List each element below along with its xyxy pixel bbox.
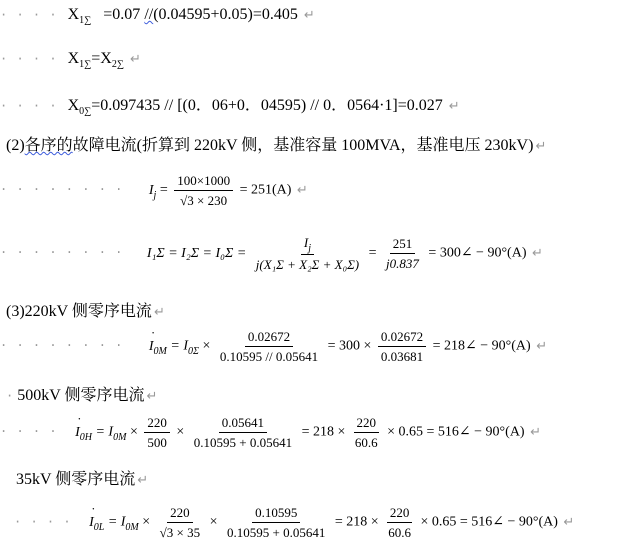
equation-result: = 251(A) (239, 182, 292, 198)
current-subscript: 0L (93, 521, 105, 533)
equation-220kv-zero-seq (0, 328, 547, 365)
x1-symbol: X (67, 50, 80, 67)
current-subscript: 0M (153, 345, 167, 357)
paragraph-mark-icon: ↵ (448, 99, 460, 114)
fraction-numerator: 100×1000 (174, 172, 233, 191)
x2-subscript: 2∑ (111, 59, 124, 70)
term-subscript: 0M (125, 521, 139, 533)
equation-result: = 218∠ − 90°(A) (432, 338, 531, 354)
fraction (217, 328, 321, 365)
paragraph-mark-icon: ↵ (303, 8, 315, 23)
term-subscript: 0M (113, 431, 127, 443)
sqrt-term: √3 (180, 193, 194, 208)
paragraph-mark-icon: ↵ (530, 424, 541, 440)
paragraph-mark-icon: ↵ (130, 52, 141, 67)
paragraph-mark-icon: ↵ (146, 389, 158, 404)
fraction-denominator: 60.6 (354, 435, 378, 450)
fraction-denominator: 60.6 (388, 525, 411, 540)
heading-wavy-text: 各序的 (24, 137, 73, 154)
fraction-denominator: j0.837 (386, 256, 419, 271)
indent-dots: · · · · (0, 52, 58, 66)
times-sign: × (129, 424, 138, 440)
paragraph-mark-icon: ↵ (563, 514, 575, 530)
equation-term: = I (170, 338, 188, 354)
x1-tail: (0.04595+0.05)=0.405 (153, 6, 298, 23)
equation-base-current: · · · · · · · · $I_j$ = $\frac{100\times 1000}{√3 \times 230}$ = 251(A) ↵ (0, 173, 308, 208)
fraction-denominator: 0.10595 // 0.05641 (219, 349, 319, 364)
fraction (383, 235, 422, 272)
parallel-operator: // (144, 6, 154, 23)
heading-text: 500kV 侧零序电流 (17, 387, 145, 404)
times-sign: × (202, 338, 211, 354)
equation-mid: = 300 × (327, 338, 372, 354)
paragraph-mark-icon: ↵ (153, 305, 165, 320)
fraction (253, 234, 362, 273)
x1-subscript: 1∑ (79, 59, 92, 70)
heading-text: (3)220kV 侧零序电流 (6, 303, 152, 320)
indent-dots: · · · · (0, 99, 58, 113)
equation-35kv-zero-seq (0, 504, 574, 541)
fraction-denominator: j(X₁Σ + X₂Σ + X₀Σ) (255, 257, 360, 272)
current-subscript: j (153, 189, 157, 201)
equation-lhs: I₁Σ = I₂Σ = I₀Σ = (146, 245, 247, 261)
indent-dot: · (6, 389, 15, 403)
fraction-denominator: 0.03681 (380, 349, 424, 364)
fraction-numerator: 251 (390, 235, 416, 254)
equation-term: = I (107, 514, 126, 530)
fraction-denominator (177, 191, 230, 209)
fraction (191, 414, 295, 451)
x1-value: =0.07 (103, 6, 141, 23)
x0-formula: =0.097435 // [(0．06+0．04595) // 0．0564·1]=0.027 (91, 97, 443, 114)
x0-subscript: 0∑ (79, 106, 92, 117)
fraction-numerator: 0.02672 (378, 328, 426, 347)
fraction-denominator: 500 (147, 435, 167, 450)
current-symbol: I (148, 182, 154, 198)
paragraph-mark-icon: ↵ (536, 338, 548, 354)
fraction-numerator: 0.05641 (219, 414, 267, 433)
fraction-denominator: 0.10595 + 0.05641 (227, 525, 326, 540)
formula-line-x0 (0, 92, 460, 115)
indent-dots: · · · · (0, 8, 58, 22)
fraction (224, 504, 328, 541)
fraction-numerator: 0.02672 (245, 328, 293, 347)
times-sign: × (176, 424, 185, 440)
paragraph-mark-icon: ↵ (535, 139, 547, 154)
equation-500kv-zero-seq (0, 414, 541, 451)
indent-dots: · · · · (14, 514, 72, 529)
current-symbol: ˙ I (89, 515, 94, 530)
equation-term: = I (95, 424, 114, 440)
fraction (157, 504, 203, 541)
term-subscript: 0Σ (188, 345, 199, 357)
equation-result: = 300∠ − 90°(A) (428, 245, 527, 261)
equation-sequence-currents (0, 234, 543, 273)
heading-text: 故障电流(折算到 220kV 侧，基准容量 100MVA，基准电压 230kV) (72, 137, 534, 154)
times-sign: × (209, 514, 218, 530)
section-heading-35kv (16, 466, 148, 489)
fraction (352, 414, 381, 451)
x0-symbol: X (67, 97, 80, 114)
denominator-rest: × 230 (197, 193, 228, 208)
fraction-denominator: √3 × 35 (159, 525, 201, 540)
formula-line-x1-x2 (0, 50, 141, 68)
equation-mid: = 218 × (301, 424, 346, 440)
equation-result: × 0.65 = 516∠ − 90°(A) (387, 424, 525, 440)
fraction (378, 328, 426, 365)
indent-dots: · · · · · · · · (0, 338, 124, 353)
x1-symbol: X (67, 6, 80, 23)
current-subscript: 0H (79, 431, 92, 443)
section-heading-220kv (6, 298, 165, 321)
equation-result: × 0.65 = 516∠ − 90°(A) (420, 514, 558, 530)
fraction-numerator: 220 (144, 414, 170, 433)
times-sign: × (142, 514, 151, 530)
formula-line-x1 (0, 6, 315, 24)
paragraph-mark-icon: ↵ (137, 473, 149, 488)
fraction-numerator: 220 (354, 414, 380, 433)
section-heading-fault-current (6, 132, 546, 155)
paragraph-mark-icon: ↵ (531, 245, 543, 261)
fraction-numerator: 0.10595 (252, 504, 300, 523)
fraction (144, 414, 170, 451)
heading-text: 35kV 侧零序电流 (16, 471, 136, 488)
indent-dots: · · · · · · · · (0, 182, 124, 197)
current-symbol: ˙ I (149, 339, 154, 354)
indent-dots: · · · · · · · · (0, 245, 124, 260)
fraction (174, 172, 233, 209)
equals-sign: = (368, 245, 377, 261)
heading-number: (2) (6, 137, 25, 154)
x2-symbol: =X (91, 50, 112, 67)
paragraph-mark-icon: ↵ (296, 182, 308, 198)
fraction-denominator: 0.10595 + 0.05641 (193, 435, 293, 450)
indent-dots: · · · · (0, 424, 58, 439)
fraction-numerator: 220 (167, 504, 193, 523)
x1-subscript: 1∑ (79, 15, 92, 26)
fraction (385, 504, 414, 541)
current-symbol: ˙ I (75, 425, 80, 440)
fraction-numerator: $I_j$ (301, 234, 314, 255)
equation-mid: = 218 × (334, 514, 379, 530)
fraction-numerator: 220 (387, 504, 413, 523)
section-heading-500kv (6, 382, 157, 405)
